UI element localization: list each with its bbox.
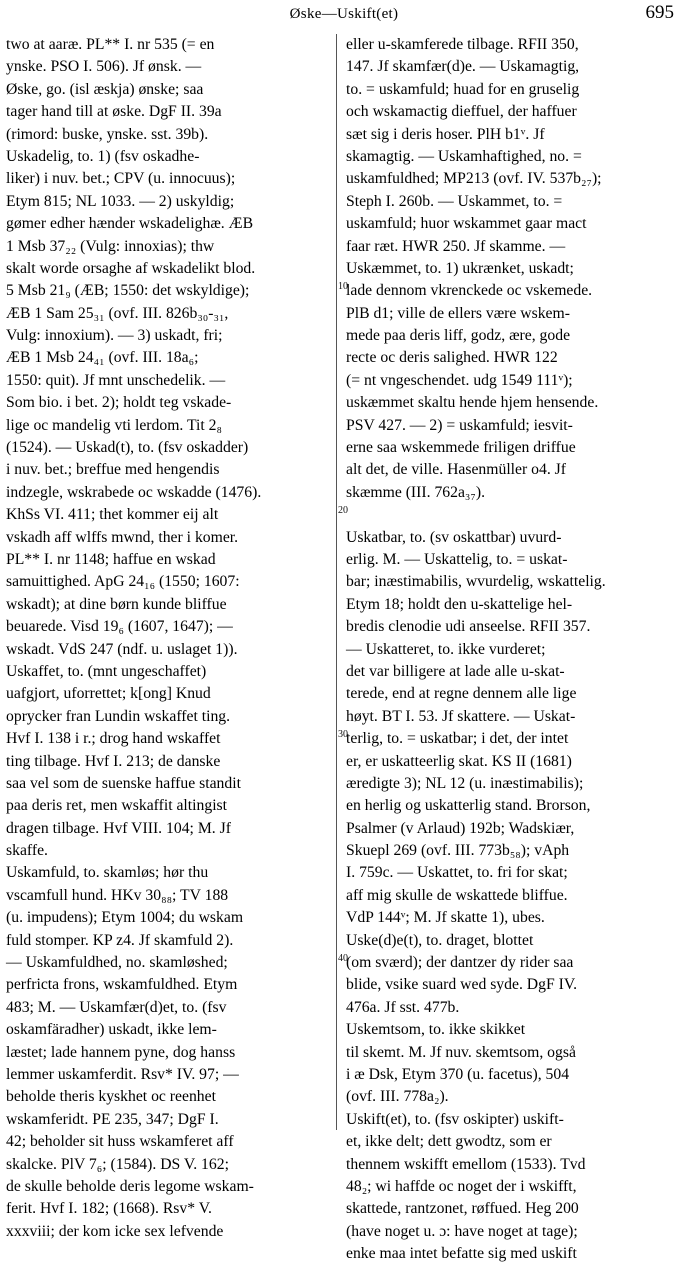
text-line: Hvf I. 138 i r.; drog hand wskaffet <box>6 730 221 748</box>
text-line: uskæmmet skaltu hende hjem hensende. <box>346 394 599 412</box>
text-line: Uskæmmet, to. 1) ukrænket, uskadt; <box>346 259 574 277</box>
text-line: Uskaffet, to. (mnt ungeschaffet) <box>6 662 207 680</box>
text-line: Som bio. i bet. 2); holdt teg vskade- <box>6 394 232 412</box>
text-line: ÆB 1 Msb 24₄₁ (ovf. III. 18a₆; <box>6 349 199 367</box>
text-line: erne saa wskemmede friligen driffue <box>346 439 576 457</box>
text-line: Uske(d)e(t), to. draget, blottet <box>346 931 534 949</box>
text-line: I. 759c. — Uskattet, to. fri for skat; <box>346 864 568 882</box>
text-line: skalcke. PlV 7₆; (1584). DS V. 162; <box>6 1155 229 1173</box>
text-line: lige oc mandelig vti lerdom. Tit 2₈ <box>6 416 222 434</box>
text-line: i æ Dsk, Etym 370 (u. facetus), 504 <box>346 1065 570 1083</box>
text-line: KhSs VI. 411; thet kommer eij alt <box>6 506 219 524</box>
text-line: enke maa intet befatte sig med uskift <box>346 1245 577 1263</box>
text-line: en herlig og uskatterlig stand. Brorson, <box>346 797 591 815</box>
text-line: ynske. PSO I. 506). Jf ønsk. — <box>6 58 202 76</box>
text-line: uskamfuldhed; MP213 (ovf. IV. 537b₂₇); <box>346 170 602 188</box>
text-line: PlB d1; ville de ellers være wskem- <box>346 304 570 322</box>
text-line: ÆB 1 Sam 25₃₁ (ovf. III. 826b₃₀-₃₁, <box>6 304 229 322</box>
line-number-20: 20 <box>338 505 348 516</box>
text-line: 1 Msb 37₂₂ (Vulg: innoxias); thw <box>6 237 215 255</box>
text-line: (u. impudens); Etym 1004; du wskam <box>6 909 244 927</box>
text-line: oskamfäradher) uskadt, ikke lem- <box>6 1021 217 1039</box>
text-line: Skuepl 269 (ovf. III. 773b₅₈); vAph <box>346 842 570 860</box>
text-line: Uskadelig, to. 1) (fsv oskadhe- <box>6 147 200 165</box>
column-divider <box>336 34 337 1130</box>
text-line: beuarede. Visd 19₆ (1607, 1647); — <box>6 618 233 636</box>
text-line: det var billigere at lade alle u-skat- <box>346 662 565 680</box>
text-line: læstet; lade hannem pyne, dog hanss <box>6 1043 236 1061</box>
text-columns <box>0 34 692 1263</box>
text-line: terlig, to. = uskatbar; i det, der intet <box>346 730 569 748</box>
text-line: samuittighed. ApG 24₁₆ (1550; 1607: <box>6 573 240 591</box>
text-line: Uskemtsom, to. ikke skikket <box>346 1021 526 1039</box>
line-number-40: 40 <box>338 953 348 964</box>
text-line: och wskamactig dieffuel, der haffuer <box>346 103 577 121</box>
text-line: de skulle beholde deris legome wskam- <box>6 1177 254 1195</box>
text-line: bar; inæstimabilis, wvurdelig, wskattelig. <box>346 573 606 591</box>
text-line: PSV 427. — 2) = uskamfuld; iesvit- <box>346 416 573 434</box>
text-line: ting tilbage. Hvf I. 213; de danske <box>6 752 221 770</box>
text-line: 5 Msb 21₉ (ÆB; 1550: det wskyldige); <box>6 282 250 300</box>
text-line: terede, end at regne dennem alle lige <box>346 685 577 703</box>
text-line: Uskatbar, to. (sv oskattbar) uvurd- <box>346 528 562 546</box>
text-line: gømer edher hænder wskadelighæ. ÆB <box>6 215 254 233</box>
text-line: (ovf. III. 778a₂). <box>346 1088 449 1106</box>
text-line: lade dennom vkrenckede oc vskemede. <box>346 282 593 300</box>
text-line: sæt sig i deris hoser. PlH b1ᵛ. Jf <box>346 125 545 143</box>
text-line: uafgjort, uforrettet; k[ong] Knud <box>6 685 211 703</box>
text-line: (om sværd); der dantzer dy rider saa <box>346 954 574 972</box>
running-title: Øske—Uskift(et) <box>289 6 399 22</box>
text-line: æredigte 3); NL 12 (u. inæstimabilis); <box>346 774 584 792</box>
text-line: skæmme (III. 762a₃₇). <box>346 483 486 501</box>
text-line: — Uskamfuldhed, no. skamløshed; <box>6 954 228 972</box>
line-number-30: 30 <box>338 729 348 740</box>
text-line: — Uskatteret, to. ikke vurderet; <box>346 640 546 658</box>
text-line: paa deris ret, men wskaffit altingist <box>6 797 228 815</box>
text-line: Vulg: innoxium). — 3) uskadt, fri; <box>6 327 223 345</box>
text-line: (have noget u. ɔ: have noget at tage); <box>346 1222 578 1240</box>
text-line: Steph I. 260b. — Uskammet, to. = <box>346 192 563 210</box>
text-line: bredis clenodie udi anseelse. RFII 357. <box>346 618 591 636</box>
text-line: saa vel som de suenske haffue standit <box>6 774 241 792</box>
text-line: beholde theris kyskhet oc reenhet <box>6 1088 216 1106</box>
text-line: ferit. Hvf I. 182; (1668). Rsv* V. <box>6 1200 212 1218</box>
text-line: VdP 144ᵛ; M. Jf skatte 1), ubes. <box>346 909 545 927</box>
text-line: skattede, rantzonet, røffued. Heg 200 <box>346 1200 579 1218</box>
text-line: (= nt vngeschendet. udg 1549 111ᵛ); <box>346 371 573 389</box>
text-line: vscamfull hund. HKv 30₈₈; TV 188 <box>6 886 229 904</box>
text-line: tager hand till at øske. DgF II. 39a <box>6 103 222 121</box>
text-line: vskadh aff wlffs mwnd, ther i komer. <box>6 528 239 546</box>
text-line: PL** I. nr 1148; haffue en wskad <box>6 550 216 568</box>
text-line: fuld stomper. KP z4. Jf skamfuld 2). <box>6 931 234 949</box>
line-number-10: 10 <box>338 281 348 292</box>
text-line: wskadt. VdS 247 (ndf. u. uslaget 1)). <box>6 640 238 658</box>
text-line: 42; beholder sit huss wskamferet aff <box>6 1133 234 1151</box>
text-line: (rimord: buske, ynske. sst. 39b). <box>6 125 209 143</box>
text-line <box>346 504 692 526</box>
text-line: Etym 18; holdt den u-skattelige hel- <box>346 595 573 613</box>
text-line: lemmer uskamferdit. Rsv* IV. 97; — <box>6 1065 239 1083</box>
text-line: faar ræt. HWR 250. Jf skamme. — <box>346 237 566 255</box>
text-line: Etym 815; NL 1033. — 2) uskyldig; <box>6 192 235 210</box>
text-line: Øske, go. (isl æskja) ønske; saa <box>6 80 204 98</box>
text-line: to. = uskamfuld; huad for en gruselig <box>346 80 580 98</box>
text-line: Psalmer (v Arlaud) 192b; Wadskiær, <box>346 819 575 837</box>
text-line: recte oc deris salighed. HWR 122 <box>346 349 558 367</box>
text-line: (1524). — Uskad(t), to. (fsv oskadder) <box>6 439 249 457</box>
text-line: dragen tilbage. Hvf VIII. 104; M. Jf <box>6 819 231 837</box>
text-line: skamagtig. — Uskamhaftighed, no. = <box>346 147 582 165</box>
left-column <box>6 34 328 1240</box>
text-line: wskadt); at dine børn kunde bliffue <box>6 595 227 613</box>
text-line: indzegle, wskrabede oc wskadde (1476). <box>6 483 262 501</box>
text-line: mede paa deris liff, godz, ære, gode <box>346 327 571 345</box>
text-line: alt det, de ville. Hasenmüller o4. Jf <box>346 461 567 479</box>
text-line: 1550: quit). Jf mnt unschedelik. — <box>6 371 226 389</box>
text-line: skaffe. <box>6 842 48 860</box>
text-line: er, er uskatteerlig skat. KS II (1681) <box>346 752 572 770</box>
text-line: thennem wskifft emellom (1533). Tvd <box>346 1155 586 1173</box>
text-line: perfricta frons, wskamfuldhed. Etym <box>6 976 238 994</box>
text-line: erlig. M. — Uskattelig, to. = uskat- <box>346 550 568 568</box>
text-line: skalt worde orsaghe af wskadelikt blod. <box>6 259 256 277</box>
right-column <box>346 34 692 1263</box>
page-header <box>0 0 688 30</box>
text-line: Uskamfuld, to. skamløs; hør thu <box>6 864 209 882</box>
text-line: 48₂; wi haffde oc noget der i wskifft, <box>346 1177 577 1195</box>
text-line: til skemt. M. Jf nuv. skemtsom, også <box>346 1043 576 1061</box>
text-line: oprycker fran Lundin wskaffet ting. <box>6 707 231 725</box>
text-line: høyt. BT I. 53. Jf skattere. — Uskat- <box>346 707 576 725</box>
text-line: 483; M. — Uskamfær(d)et, to. (fsv <box>6 998 227 1016</box>
text-line: blide, vsike suard wed syde. DgF IV. <box>346 976 578 994</box>
text-line: Uskift(et), to. (fsv oskipter) uskift- <box>346 1110 564 1128</box>
page-number: 695 <box>645 2 674 23</box>
text-line: aff mig skulle de wskattede bliffue. <box>346 886 568 904</box>
text-line: wskamferidt. PE 235, 347; DgF I. <box>6 1110 219 1128</box>
text-line: i nuv. bet.; breffue med hengendis <box>6 461 220 479</box>
text-line: uskamfuld; huor wskammet gaar mact <box>346 215 587 233</box>
text-line: et, ikke delt; dett gwodtz, som er <box>346 1133 552 1151</box>
text-line: eller u-skamferede tilbage. RFII 350, <box>346 36 579 53</box>
text-line: two at aaræ. PL** I. nr 535 (= en <box>6 36 215 53</box>
text-line: liker) i nuv. bet.; CPV (u. innocuus); <box>6 170 236 188</box>
text-line: 147. Jf skamfær(d)e. — Uskamagtig, <box>346 58 580 76</box>
text-line: xxxviii; der kom icke sex lefvende <box>6 1222 224 1240</box>
text-line: 476a. Jf sst. 477b. <box>346 998 460 1016</box>
